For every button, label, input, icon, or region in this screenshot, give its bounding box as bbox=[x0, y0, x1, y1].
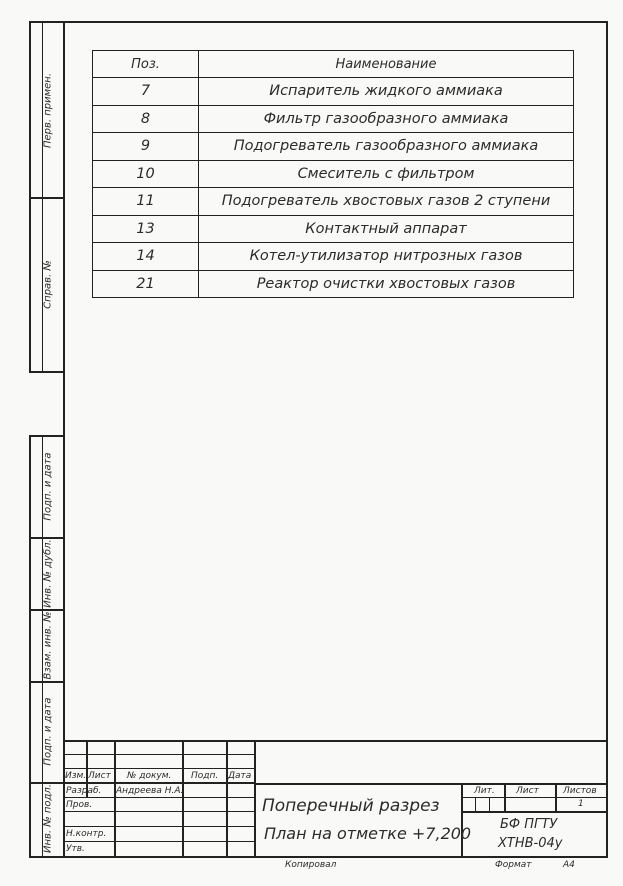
frame-top bbox=[63, 21, 608, 23]
org-line1: БФ ПГТУ bbox=[500, 817, 558, 832]
utv-label: Утв. bbox=[66, 844, 85, 854]
tb-lit-cell bbox=[489, 797, 490, 811]
header-name: Наименование bbox=[199, 51, 574, 78]
row-name: Котел-утилизатор нитрозных газов bbox=[199, 243, 574, 271]
tb-info-col2 bbox=[555, 783, 557, 812]
side-label-sprav-no: Справ. № bbox=[42, 260, 54, 309]
row-name: Реактор очистки хвостовых газов bbox=[199, 270, 574, 298]
row-pos: 21 bbox=[93, 270, 199, 298]
table-row bbox=[93, 105, 574, 133]
table-row bbox=[93, 215, 574, 243]
row-pos: 14 bbox=[93, 243, 199, 271]
row-name: Фильтр газообразного аммиака bbox=[199, 105, 574, 133]
col-podp: Подп. bbox=[191, 771, 219, 781]
row-name: Испаритель жидкого аммиака bbox=[199, 78, 574, 106]
tb-info-col1 bbox=[504, 783, 506, 812]
side-label-perv-primen: Перв. примен. bbox=[42, 72, 54, 149]
parts-table bbox=[92, 50, 574, 298]
listov-value: 1 bbox=[578, 799, 584, 809]
upper-strip-div bbox=[29, 197, 64, 199]
row-name: Подогреватель хвостовых газов 2 ступени bbox=[199, 188, 574, 216]
frame-right bbox=[606, 21, 608, 858]
row-pos: 11 bbox=[93, 188, 199, 216]
row-pos: 10 bbox=[93, 160, 199, 188]
copied-label: Копировал bbox=[285, 860, 337, 870]
format-value: А4 bbox=[563, 860, 575, 870]
tb-col-line bbox=[182, 740, 184, 858]
parts-table-header bbox=[93, 51, 574, 78]
listov-label: Листов bbox=[563, 786, 597, 796]
lit-label: Лит. bbox=[474, 786, 495, 796]
col-docum: № докум. bbox=[127, 771, 172, 781]
list-label: Лист bbox=[516, 786, 539, 796]
row-name: Контактный аппарат bbox=[199, 215, 574, 243]
lower-strip-left bbox=[29, 436, 31, 858]
table-row bbox=[93, 160, 574, 188]
side-label-inv-podl: Инв. № подл. bbox=[42, 784, 54, 853]
table-row bbox=[93, 270, 574, 298]
side-label-inv-dubl: Инв. № дубл. bbox=[42, 539, 54, 608]
side-label-podp-data-1: Подп. и дата bbox=[42, 452, 54, 521]
row-name: Подогреватель газообразного аммиака bbox=[199, 133, 574, 161]
tb-col-line bbox=[226, 740, 228, 858]
tb-lit-cell bbox=[475, 797, 476, 811]
row-pos: 13 bbox=[93, 215, 199, 243]
drawing-title-line1: Поперечный разрез bbox=[262, 796, 440, 816]
row-pos: 9 bbox=[93, 133, 199, 161]
side-label-podp-data-2: Подп. и дата bbox=[42, 697, 54, 766]
table-row bbox=[93, 188, 574, 216]
col-izm: Изм. bbox=[65, 771, 87, 781]
razrab-label: Разраб. bbox=[66, 786, 102, 796]
tb-col-line bbox=[114, 740, 116, 858]
col-data: Дата bbox=[228, 771, 252, 781]
table-row bbox=[93, 78, 574, 106]
prov-label: Пров. bbox=[66, 800, 93, 810]
table-row bbox=[93, 133, 574, 161]
tb-info-row1 bbox=[461, 797, 607, 798]
format-label: Формат bbox=[495, 860, 532, 870]
header-pos: Поз. bbox=[93, 51, 199, 78]
tb-top-line bbox=[63, 740, 608, 742]
tb-info-row2 bbox=[461, 811, 607, 813]
frame-left bbox=[63, 21, 65, 858]
upper-strip-bottom bbox=[29, 371, 64, 373]
row-pos: 8 bbox=[93, 105, 199, 133]
col-list: Лист bbox=[88, 771, 111, 781]
org-line2: ХТНВ-04у bbox=[498, 836, 563, 851]
tb-col-line bbox=[254, 740, 256, 858]
row-name: Смеситель с фильтром bbox=[199, 160, 574, 188]
frame-bottom bbox=[63, 856, 608, 858]
tb-info-left bbox=[461, 783, 463, 858]
side-label-vzam-inv: Взам. инв. № bbox=[42, 611, 54, 680]
nkontr-label: Н.контр. bbox=[66, 829, 107, 839]
row-pos: 7 bbox=[93, 78, 199, 106]
table-row bbox=[93, 243, 574, 271]
razrab-name: Андреева Н.А. bbox=[116, 786, 184, 796]
drawing-title-line2: План на отметке +7,200 bbox=[264, 824, 472, 843]
upper-strip-top bbox=[29, 21, 64, 23]
